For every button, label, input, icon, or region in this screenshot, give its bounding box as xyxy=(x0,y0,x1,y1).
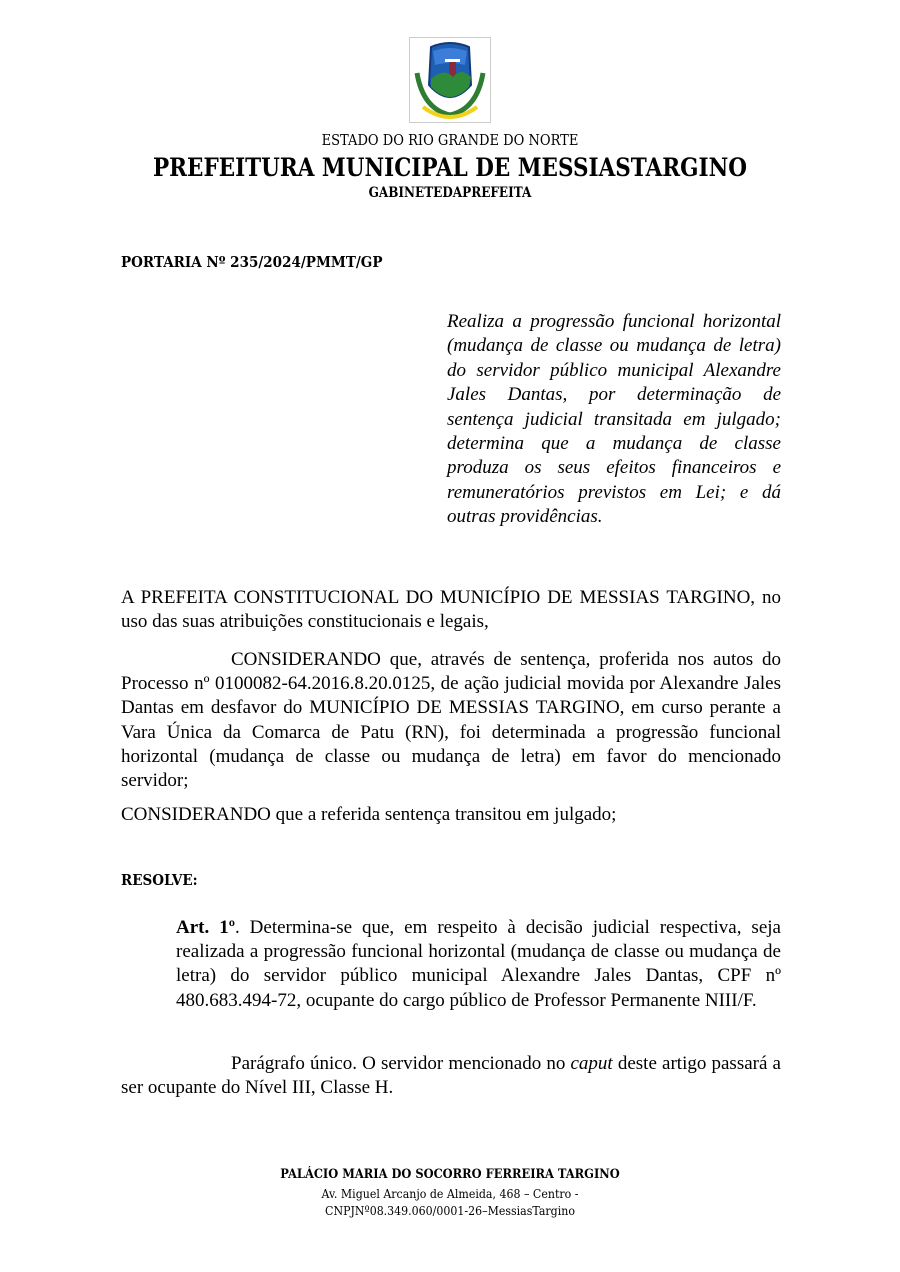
portaria-number: PORTARIA Nº 235/2024/PMMT/GP xyxy=(121,253,383,271)
paragrafo-caput: caput xyxy=(570,1053,613,1074)
office-name: GABINETEDAPREFEITA xyxy=(368,185,532,201)
article-1-label: Art. 1º xyxy=(176,917,235,938)
article-1 xyxy=(176,916,781,1013)
paragrafo-text-b: deste artigo passará a ser ocupante do Nível III, Classe H. xyxy=(121,1053,781,1099)
article-1-text: . Determina-se que, em respeito à decisão judicial respectiva, seja realizada a progressão funcional horizontal (mudança de classe ou mudança de letra) do servidor público municipal Alexandre Jales Dantas, CPF nº 480.683.494-72, ocupante do cargo público de Professor Permanente NIII/F. xyxy=(176,917,781,1011)
municipal-coat-of-arms-logo xyxy=(409,37,491,123)
considerando-paragraph-2: CONSIDERANDO que a referida sentença transitou em julgado; xyxy=(121,804,617,825)
paragrafo-unico xyxy=(121,1052,781,1100)
considerando-paragraph-1: CONSIDERANDO que, através de sentença, proferida nos autos do Processo nº 0100082-64.2016.8.20.0125, de ação judicial movida por Alexandre Jales Dantas em desfavor do MUNICÍPIO DE MESSIAS TARGINO, em curso perante a Vara Única da Comarca de Patu (RN), foi determinada a progressão funcional horizontal (mudança de classe ou mudança de letra) em favor do mencionado servidor; xyxy=(121,649,781,792)
paragrafo-text-a: Parágrafo único. O servidor mencionado no xyxy=(231,1053,571,1074)
intro-paragraph: A PREFEITA CONSTITUCIONAL DO MUNICÍPIO DE MESSIAS TARGINO, no uso das suas atribuições constitucionais e legais, xyxy=(121,587,781,633)
footer-palace: PALÁCIO MARIA DO SOCORRO FERREIRA TARGINO xyxy=(280,1167,620,1182)
state-name: ESTADO DO RIO GRANDE DO NORTE xyxy=(321,133,579,149)
footer-address: Av. Miguel Arcanjo de Almeida, 468 – Centro - xyxy=(321,1186,579,1201)
footer-cnpj: CNPJNº08.349.060/0001-26–MessiasTargino xyxy=(325,1203,575,1218)
resolve-heading: RESOLVE: xyxy=(121,871,198,889)
page-title: PREFEITURA MUNICIPAL DE MESSIASTARGINO xyxy=(153,153,747,182)
ementa: Realiza a progressão funcional horizontal (mudança de classe ou mudança de letra) do servidor público municipal Alexandre Jales Dantas, por determinação de sentença judicial transitada em julgado; determina que a mudança de classe produza os seus efeitos financeiros e remuneratórios previstos em Lei; e dá outras providências. xyxy=(447,311,781,528)
